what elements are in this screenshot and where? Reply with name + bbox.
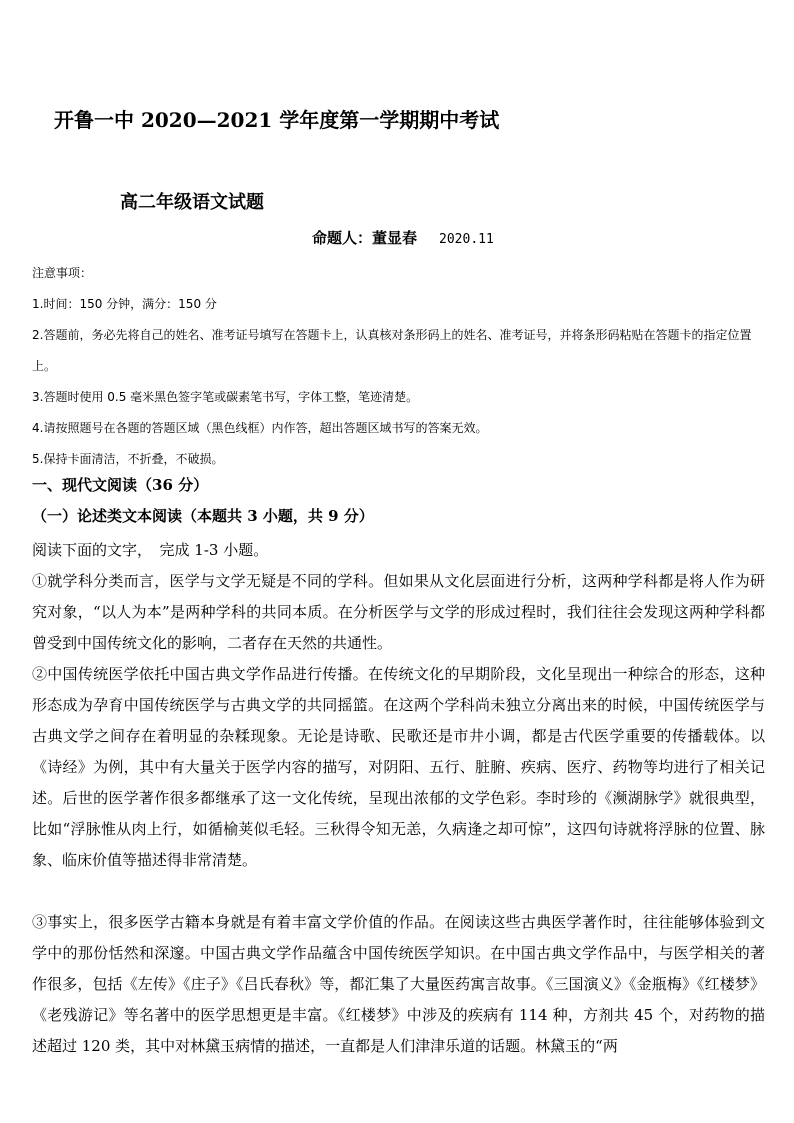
instruction-text: 阅读下面的文字， 完成 1-3 小题。 xyxy=(32,541,269,559)
paragraph-text: ②中国传统医学依托中国古典文学作品进行传播。在传统文化的早期阶段，文化呈现出一种综合的形态，这种形态成为孕育中国传统医学与古典文学的共同摇篮。在这两个学科尚未独立分离出来的时候，中国传统医学与古典文学之间存在着明显的杂糅现象。无论是诗歌、民歌还是市井小调，都是古代医学重要的传播载体。以《诗经》为例，其中有大量关于医学内容的描写，对阴阳、五行、脏腑、疾病、医疗、药物等均进行了相关记述。后世的医学著作很多都继承了这一文化传统，呈现出浓郁的文学色彩。李时珍的《濒湖脉学》就很典型，比如“浮脉惟从肉上行，如循榆荚似毛轻。三秋得令知无恙，久病逢之却可惊”，这四句诗就将浮脉的位置、脉象、临床价值等描述得非常清楚。 xyxy=(32,665,765,869)
notice-item: 4.请按照题号在各题的答题区域（黑色线框）内作答，超出答题区域书写的答案无效。 xyxy=(32,421,488,435)
section-heading-modern-reading: 一、现代文阅读（36 分） xyxy=(32,476,209,494)
passage-paragraph-1 xyxy=(32,566,765,659)
notice-item: 3.答题时使用 0.5 毫米黑色签字笔或碳素笔书写，字体工整，笔迹清楚。 xyxy=(32,390,419,404)
passage-paragraph-3 xyxy=(32,907,765,1062)
exam-date: 2020.11 xyxy=(439,232,494,247)
passage-paragraph-2 xyxy=(32,659,765,876)
author-label: 命题人：董显春 xyxy=(312,229,418,247)
notice-item: 5.保持卡面清洁，不折叠，不破损。 xyxy=(32,452,224,466)
section-heading-argumentative-reading: （一）论述类文本阅读（本题共 3 小题，共 9 分） xyxy=(32,507,374,525)
author-line xyxy=(312,227,494,248)
reading-instruction xyxy=(32,535,765,566)
paragraph-text: ③事实上，很多医学古籍本身就是有着丰富文学价值的作品。在阅读这些古典医学著作时，往往能够体验到文学中的那份恬然和深邃。中国古典文学作品蕴含中国传统医学知识。在中国古典文学作品中，与医学相关的著作很多，包括《左传》《庄子》《吕氏春秋》等，都汇集了大量医药寓言故事。《三国演义》《金瓶梅》《红楼梦》《老残游记》等名著中的医学思想更是丰富。《红楼梦》中涉及的疾病有 114 种，方剂共 45 个，对药物的描述超过 120 类，其中对林黛玉病情的描述，一直都是人们津津乐道的话题。林黛玉的“两 xyxy=(32,913,765,1055)
notice-heading: 注意事项： xyxy=(32,266,93,280)
exam-title: 开鲁一中 2020—2021 学年度第一学期期中考试 xyxy=(54,108,500,132)
exam-subtitle: 高二年级语文试题 xyxy=(120,192,264,213)
paragraph-text: ①就学科分类而言，医学与文学无疑是不同的学科。但如果从文化层面进行分析，这两种学科都是将人作为研究对象，“以人为本”是两种学科的共同本质。在分析医学与文学的形成过程时，我们往往会发现这两种学科都曾受到中国传统文化的影响，二者存在天然的共通性。 xyxy=(32,572,765,652)
notice-item: 2.答题前，务必先将自己的姓名、准考证号填写在答题卡上，认真核对条形码上的姓名、准考证号，并将条形码粘贴在答题卡的指定位置上。 xyxy=(32,328,752,373)
notice-section xyxy=(32,258,767,475)
notice-item: 1.时间：150 分钟，满分：150 分 xyxy=(32,297,217,311)
